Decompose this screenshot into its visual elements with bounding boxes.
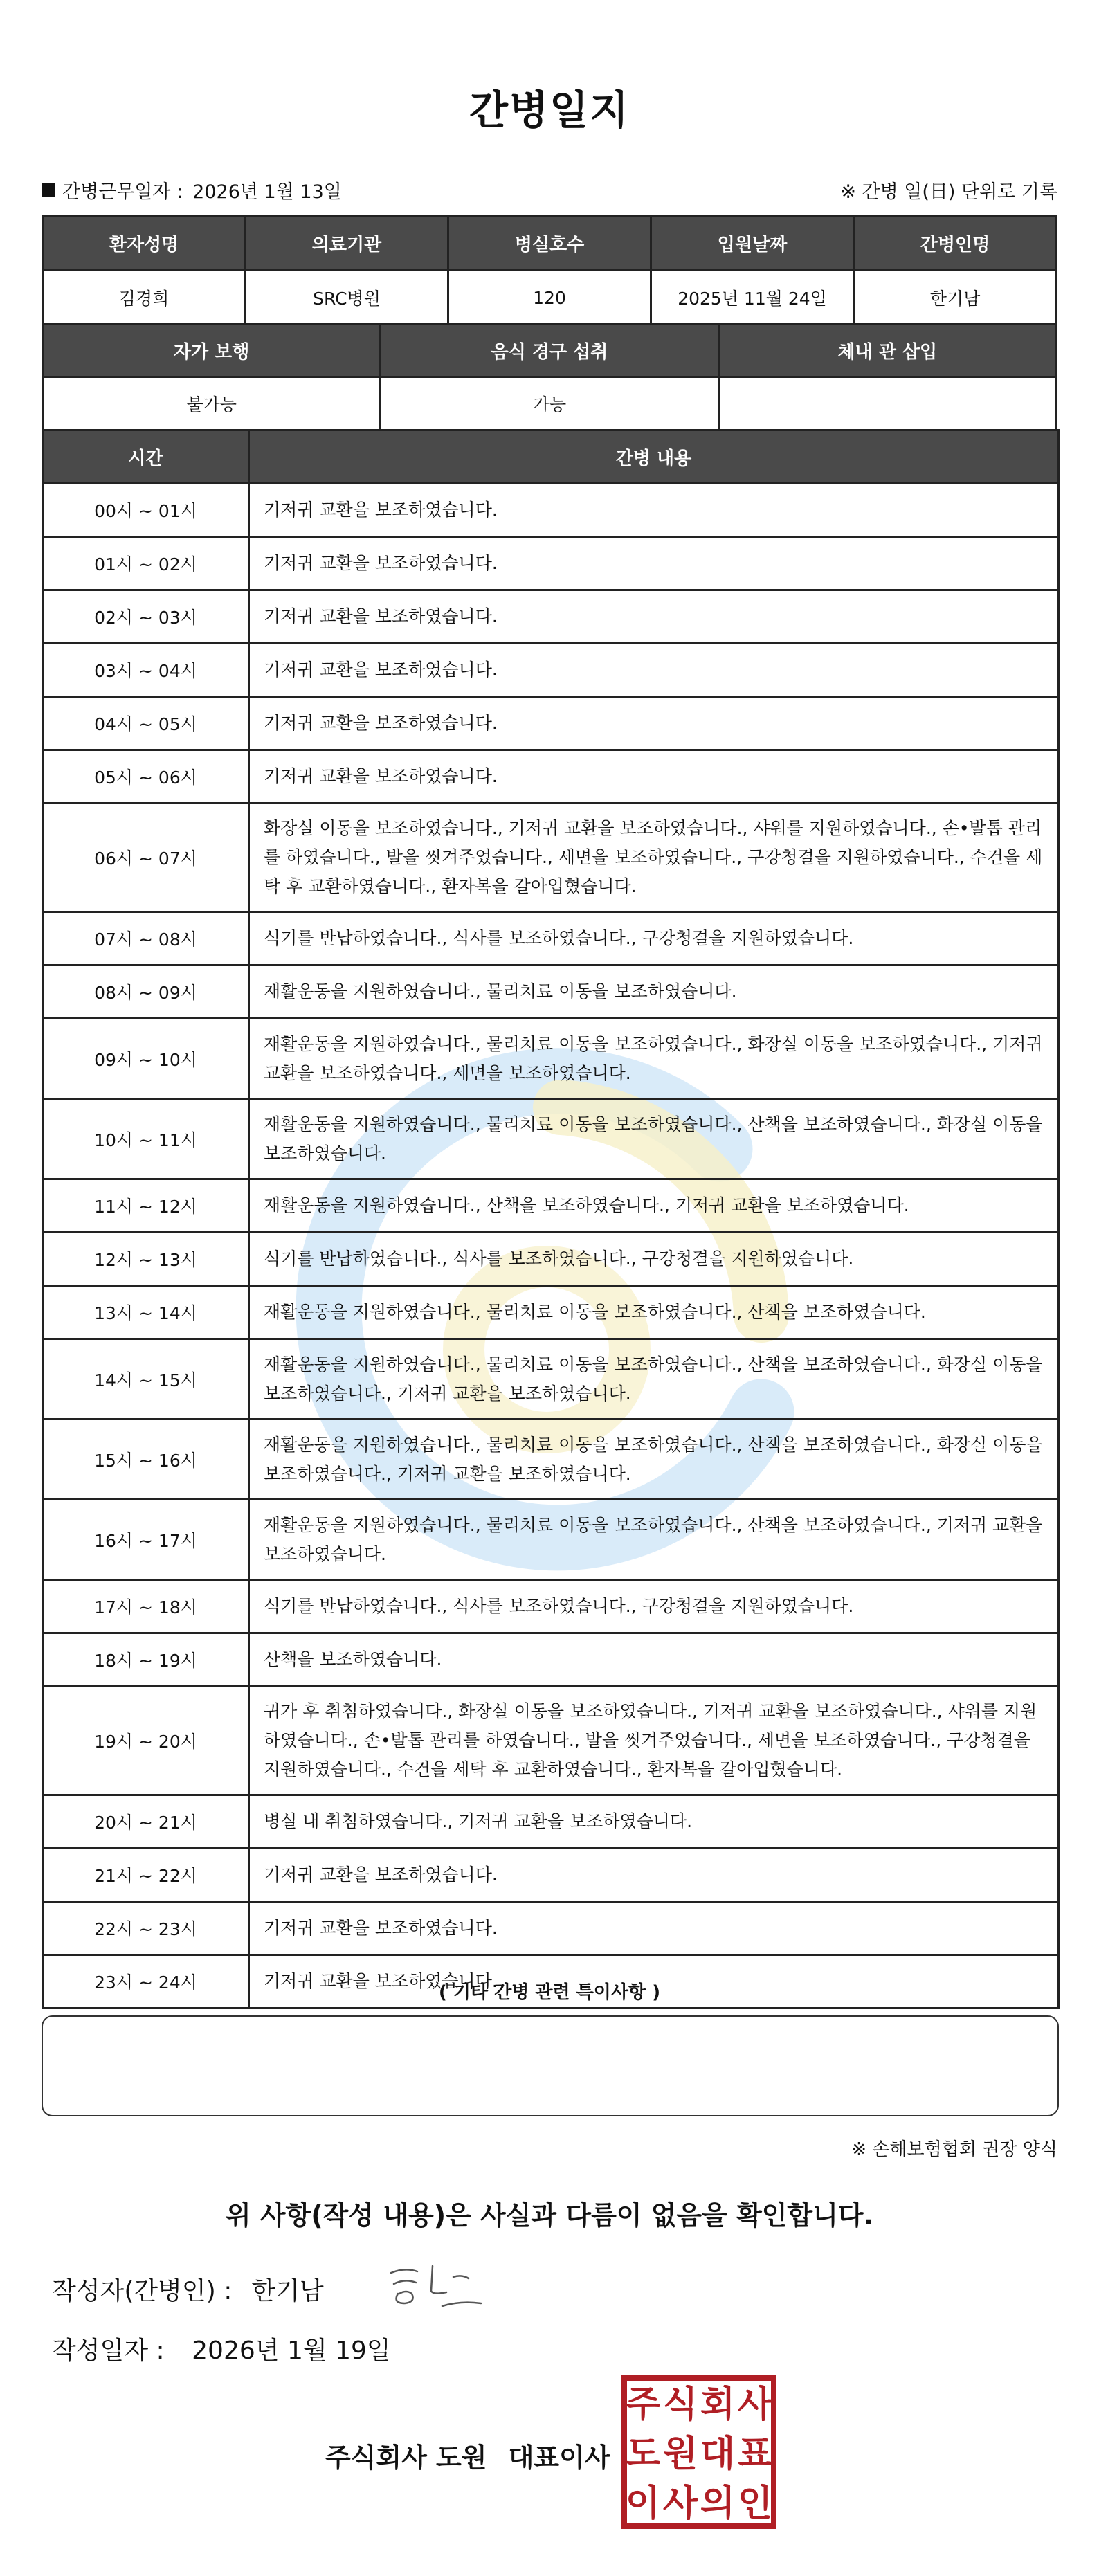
- unit-note: ※ 간병 일(日) 단위로 기록: [840, 181, 1057, 203]
- tube-insertion-value: [718, 377, 1056, 430]
- header-patient-name: 환자성명: [43, 216, 246, 271]
- log-time: 19시 ~ 20시: [43, 1687, 249, 1795]
- log-content: 재활운동을 지원하였습니다., 물리치료 이동을 보조하였습니다., 산책을 보조하였습니다., 화장실 이동을 보조하였습니다., 기저귀 교환을 보조하였습니다.: [249, 1339, 1059, 1419]
- log-content: 재활운동을 지원하였습니다., 물리치료 이동을 보조하였습니다., 산책을 보조하였습니다., 화장실 이동을 보조하였습니다., 기저귀 교환을 보조하였습니다.: [249, 1419, 1059, 1500]
- log-content: 기저귀 교환을 보조하였습니다.: [249, 1849, 1059, 1902]
- log-content: 기저귀 교환을 보조하였습니다.: [249, 750, 1059, 804]
- work-date-label: 간병근무일자 :: [62, 181, 183, 203]
- log-row: [43, 965, 1059, 1019]
- header-admission-date: 입원날짜: [651, 216, 854, 271]
- header-self-walking: 자가 보행: [43, 324, 381, 377]
- header-care-content: 간병 내용: [249, 430, 1059, 484]
- oral-intake-value: 가능: [381, 377, 718, 430]
- patient-header-row: [43, 216, 1057, 271]
- log-content: 식기를 반납하였습니다., 식사를 보조하였습니다., 구강청결을 지원하였습니다.: [249, 912, 1059, 965]
- log-time: 20시 ~ 21시: [43, 1795, 249, 1849]
- seal-character: 도: [625, 2433, 661, 2475]
- writer-line: [52, 2271, 324, 2307]
- work-date-value: 2026년 1월 13일: [192, 181, 342, 203]
- patient-name: 김경희: [43, 271, 246, 325]
- log-time: 00시 ~ 01시: [43, 484, 249, 537]
- log-time: 21시 ~ 22시: [43, 1849, 249, 1902]
- log-row: [43, 1233, 1059, 1286]
- seal-character: 주: [625, 2384, 661, 2426]
- company-line: [325, 2436, 623, 2474]
- log-content: 식기를 반납하였습니다., 식사를 보조하였습니다., 구강청결을 지원하였습니다.: [249, 1233, 1059, 1286]
- log-time: 05시 ~ 06시: [43, 750, 249, 804]
- write-date-label: 작성일자 :: [52, 2337, 165, 2365]
- log-time: 10시 ~ 11시: [43, 1099, 249, 1179]
- handwritten-signature: [384, 2258, 488, 2313]
- log-row: [43, 804, 1059, 912]
- log-time: 03시 ~ 04시: [43, 644, 249, 697]
- header-time: 시간: [43, 430, 249, 484]
- log-content: 귀가 후 취침하였습니다., 화장실 이동을 보조하였습니다., 기저귀 교환을 보조하였습니다., 샤워를 지원하였습니다., 손•발톱 관리를 하였습니다., 발을 씻겨주었습니다., 세면을 보조하였습니다., 구강청결을 지원하였습니다., 수건을 세탁 후 교환하였습니다., 환자복을 갈아입혔습니다.: [249, 1687, 1059, 1795]
- log-time: 09시 ~ 10시: [43, 1019, 249, 1099]
- log-row: [43, 1849, 1059, 1902]
- log-time: 11시 ~ 12시: [43, 1179, 249, 1233]
- log-time: 08시 ~ 09시: [43, 965, 249, 1019]
- log-row: [43, 1633, 1059, 1687]
- company-name: 주식회사 도원: [325, 2442, 487, 2473]
- log-content: 재활운동을 지원하였습니다., 물리치료 이동을 보조하였습니다., 산책을 보조하였습니다., 화장실 이동을 보조하였습니다.: [249, 1099, 1059, 1179]
- log-row: [43, 1902, 1059, 1955]
- special-notes-box: [42, 2015, 1059, 2116]
- log-time: 13시 ~ 14시: [43, 1286, 249, 1339]
- seal-character: 이: [625, 2483, 661, 2525]
- log-content: 기저귀 교환을 보조하였습니다.: [249, 537, 1059, 590]
- room-number: 120: [448, 271, 651, 325]
- log-header-row: [43, 430, 1059, 484]
- patient-status-table: [42, 323, 1057, 431]
- log-row: [43, 697, 1059, 750]
- patient-info-table: [42, 215, 1057, 326]
- log-content: 기저귀 교환을 보조하였습니다.: [249, 644, 1059, 697]
- log-row: [43, 1339, 1059, 1419]
- log-time: 12시 ~ 13시: [43, 1233, 249, 1286]
- log-row: [43, 537, 1059, 590]
- special-notes-title: ( 기타 간병 관련 특이사항 ): [438, 1982, 661, 2003]
- seal-character: 사: [662, 2483, 698, 2525]
- log-time: 22시 ~ 23시: [43, 1902, 249, 1955]
- write-date-line: [52, 2331, 391, 2366]
- log-time: 01시 ~ 02시: [43, 537, 249, 590]
- log-row: [43, 1286, 1059, 1339]
- seal-character: 식: [662, 2384, 698, 2426]
- log-row: [43, 484, 1059, 537]
- self-walking-value: 불가능: [43, 377, 381, 430]
- log-time: 06시 ~ 07시: [43, 804, 249, 912]
- log-row: [43, 750, 1059, 804]
- log-row: [43, 1795, 1059, 1849]
- square-bullet-icon: [42, 183, 55, 197]
- log-time: 04시 ~ 05시: [43, 697, 249, 750]
- log-time: 02시 ~ 03시: [43, 590, 249, 644]
- log-content: 재활운동을 지원하였습니다., 물리치료 이동을 보조하였습니다., 화장실 이동을 보조하였습니다., 기저귀 교환을 보조하였습니다., 세면을 보조하였습니다.: [249, 1019, 1059, 1099]
- log-row: [43, 1687, 1059, 1795]
- log-content: 기저귀 교환을 보조하였습니다.: [249, 590, 1059, 644]
- log-content: 재활운동을 지원하였습니다., 물리치료 이동을 보조하였습니다., 산책을 보조하였습니다., 기저귀 교환을 보조하였습니다.: [249, 1500, 1059, 1580]
- log-time: 18시 ~ 19시: [43, 1633, 249, 1687]
- seal-character: 의: [700, 2483, 736, 2525]
- log-content: 재활운동을 지원하였습니다., 물리치료 이동을 보조하였습니다.: [249, 965, 1059, 1019]
- log-row: [43, 1179, 1059, 1233]
- log-row: [43, 644, 1059, 697]
- log-time: 16시 ~ 17시: [43, 1500, 249, 1580]
- page-title: 간병일지: [469, 87, 630, 134]
- log-time: 23시 ~ 24시: [43, 1955, 249, 2008]
- seal-character: 표: [737, 2433, 773, 2475]
- header-tube-insertion: 체내 관 삽입: [718, 324, 1056, 377]
- care-log-table: [42, 429, 1060, 2009]
- seal-character: 원: [662, 2433, 698, 2475]
- log-content: 기저귀 교환을 보조하였습니다.: [249, 1902, 1059, 1955]
- log-content: 산책을 보조하였습니다.: [249, 1633, 1059, 1687]
- log-content: 식기를 반납하였습니다., 식사를 보조하였습니다., 구강청결을 지원하였습니다.: [249, 1580, 1059, 1633]
- log-row: [43, 1099, 1059, 1179]
- seal-character: 인: [737, 2483, 773, 2525]
- company-seal-stamp: [620, 2374, 778, 2530]
- log-body: [43, 484, 1059, 2008]
- write-date-value: 2026년 1월 19일: [192, 2337, 391, 2365]
- log-content: 기저귀 교환을 보조하였습니다.: [249, 1955, 1059, 2008]
- log-row: [43, 1500, 1059, 1580]
- seal-character: 회: [700, 2384, 736, 2426]
- confirmation-statement: 위 사항(작성 내용)은 사실과 다름이 없음을 확인합니다.: [225, 2200, 874, 2231]
- caregiver-name: 한기남: [854, 271, 1057, 325]
- work-date: [42, 176, 342, 203]
- patient-value-row: [43, 271, 1057, 325]
- header-oral-intake: 음식 경구 섭취: [381, 324, 718, 377]
- insurance-note: ※ 손해보험협회 권장 양식: [851, 2139, 1057, 2160]
- header-hospital: 의료기관: [246, 216, 448, 271]
- log-content: 재활운동을 지원하였습니다., 산책을 보조하였습니다., 기저귀 교환을 보조하였습니다.: [249, 1179, 1059, 1233]
- log-time: 07시 ~ 08시: [43, 912, 249, 965]
- header-caregiver-name: 간병인명: [854, 216, 1057, 271]
- status-header-row: [43, 324, 1057, 377]
- status-value-row: [43, 377, 1057, 430]
- log-content: 기저귀 교환을 보조하였습니다.: [249, 697, 1059, 750]
- log-row: [43, 1419, 1059, 1500]
- log-row: [43, 590, 1059, 644]
- log-content: 화장실 이동을 보조하였습니다., 기저귀 교환을 보조하였습니다., 샤워를 지원하였습니다., 손•발톱 관리를 하였습니다., 발을 씻겨주었습니다., 세면을 보조하였습니다., 구강청결을 지원하였습니다., 수건을 세탁 후 교환하였습니다., 환자복을 갈아입혔습니다.: [249, 804, 1059, 912]
- seal-character: 대: [700, 2433, 736, 2475]
- log-content: 병실 내 취침하였습니다., 기저귀 교환을 보조하였습니다.: [249, 1795, 1059, 1849]
- log-time: 14시 ~ 15시: [43, 1339, 249, 1419]
- log-content: 재활운동을 지원하였습니다., 물리치료 이동을 보조하였습니다., 산책을 보조하였습니다.: [249, 1286, 1059, 1339]
- company-role: 대표이사: [508, 2442, 610, 2473]
- log-content: 기저귀 교환을 보조하였습니다.: [249, 484, 1059, 537]
- log-row: [43, 1019, 1059, 1099]
- admission-date: 2025년 11월 24일: [651, 271, 854, 325]
- log-time: 17시 ~ 18시: [43, 1580, 249, 1633]
- log-row: [43, 912, 1059, 965]
- log-time: 15시 ~ 16시: [43, 1419, 249, 1500]
- log-row: [43, 1580, 1059, 1633]
- seal-character: 사: [737, 2384, 773, 2426]
- writer-label: 작성자(간병인) :: [52, 2277, 233, 2305]
- hospital-name: SRC병원: [246, 271, 448, 325]
- writer-name: 한기남: [251, 2277, 324, 2305]
- header-room-number: 병실호수: [448, 216, 651, 271]
